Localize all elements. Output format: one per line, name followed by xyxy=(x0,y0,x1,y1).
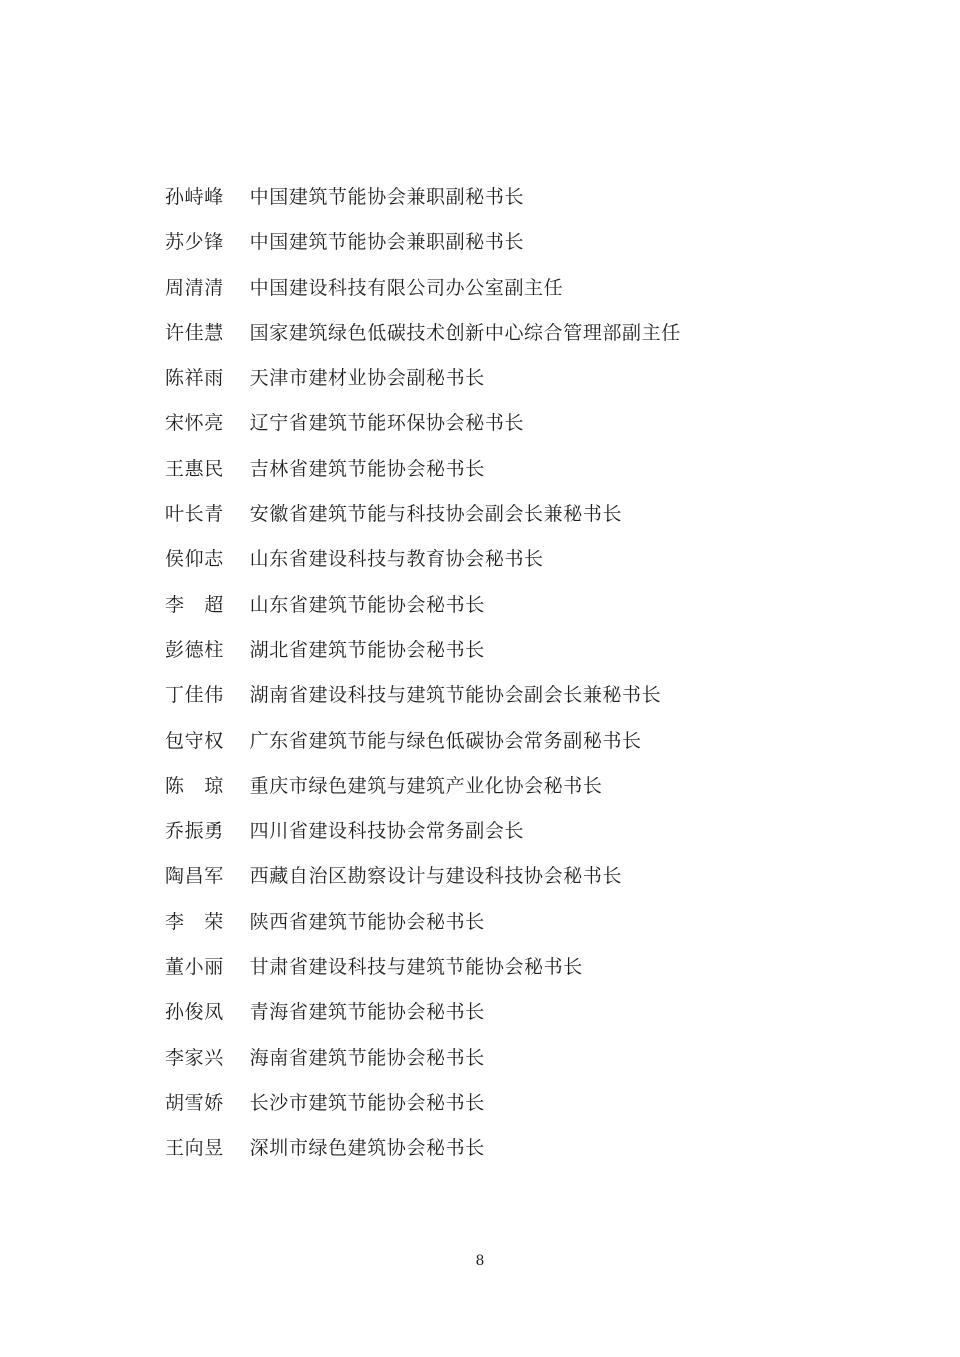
list-item xyxy=(165,900,681,945)
person-name: 丁佳伟 xyxy=(165,684,224,707)
person-name: 王惠民 xyxy=(165,457,224,480)
person-title: 陕西省建筑节能协会秘书长 xyxy=(249,910,485,933)
list-item xyxy=(165,356,681,401)
person-title: 广东省建筑节能与绿色低碳协会常务副秘书长 xyxy=(249,729,642,752)
list-item xyxy=(165,583,681,628)
person-name: 孙俊凤 xyxy=(165,1001,224,1024)
person-title: 长沙市建筑节能协会秘书长 xyxy=(249,1091,485,1114)
list-item xyxy=(165,673,681,718)
person-name: 许佳慧 xyxy=(165,321,224,344)
list-item xyxy=(165,220,681,265)
person-title: 辽宁省建筑节能环保协会秘书长 xyxy=(249,412,525,435)
list-item xyxy=(165,809,681,854)
list-item xyxy=(165,854,681,899)
person-title: 天津市建材业协会副秘书长 xyxy=(249,367,485,390)
list-item xyxy=(165,628,681,673)
person-title: 国家建筑绿色低碳技术创新中心综合管理部副主任 xyxy=(249,321,681,344)
list-item xyxy=(165,990,681,1035)
list-item xyxy=(165,1081,681,1126)
list-item xyxy=(165,492,681,537)
person-name: 乔振勇 xyxy=(165,820,224,843)
list-item xyxy=(165,401,681,446)
person-title: 湖北省建筑节能协会秘书长 xyxy=(249,638,485,661)
person-name: 李 荣 xyxy=(165,910,224,933)
person-name: 李 超 xyxy=(165,593,224,616)
list-item xyxy=(165,945,681,990)
person-title: 安徽省建筑节能与科技协会副会长兼秘书长 xyxy=(249,503,623,526)
page-number: 8 xyxy=(475,1253,485,1269)
list-item xyxy=(165,1126,681,1171)
list-item xyxy=(165,266,681,311)
list-item xyxy=(165,447,681,492)
person-name: 彭德柱 xyxy=(165,638,224,661)
roster-list xyxy=(165,175,681,1172)
person-title: 西藏自治区勘察设计与建设科技协会秘书长 xyxy=(249,865,623,888)
list-item xyxy=(165,1036,681,1081)
list-item xyxy=(165,311,681,356)
person-name: 侯仰志 xyxy=(165,548,224,571)
person-title: 吉林省建筑节能协会秘书长 xyxy=(249,457,485,480)
person-name: 胡雪娇 xyxy=(165,1091,224,1114)
person-title: 深圳市绿色建筑协会秘书长 xyxy=(249,1137,485,1160)
person-name: 周清清 xyxy=(165,276,224,299)
person-title: 中国建筑节能协会兼职副秘书长 xyxy=(249,186,525,208)
list-item xyxy=(165,175,681,220)
person-title: 山东省建筑节能协会秘书长 xyxy=(249,593,485,616)
person-title: 海南省建筑节能协会秘书长 xyxy=(249,1046,485,1069)
person-title: 青海省建筑节能协会秘书长 xyxy=(249,1001,485,1024)
person-title: 山东省建设科技与教育协会秘书长 xyxy=(249,548,544,571)
list-item xyxy=(165,537,681,582)
person-name: 叶长青 xyxy=(165,503,224,526)
person-title: 甘肃省建设科技与建筑节能协会秘书长 xyxy=(249,956,583,979)
person-title: 中国建设科技有限公司办公室副主任 xyxy=(249,276,564,299)
person-title: 湖南省建设科技与建筑节能协会副会长兼秘书长 xyxy=(249,684,662,707)
person-title: 四川省建设科技协会常务副会长 xyxy=(249,820,525,843)
person-name: 王向昱 xyxy=(165,1137,224,1160)
list-item xyxy=(165,719,681,764)
list-item xyxy=(165,764,681,809)
person-name: 苏少锋 xyxy=(165,231,224,254)
person-title: 中国建筑节能协会兼职副秘书长 xyxy=(249,231,525,254)
person-name: 包守权 xyxy=(165,729,224,752)
person-name: 李家兴 xyxy=(165,1046,224,1069)
person-name: 陈祥雨 xyxy=(165,367,224,390)
person-name: 孙峙峰 xyxy=(165,186,224,208)
person-name: 董小丽 xyxy=(165,956,224,979)
person-title: 重庆市绿色建筑与建筑产业化协会秘书长 xyxy=(249,774,603,797)
person-name: 宋怀亮 xyxy=(165,412,224,435)
person-name: 陶昌军 xyxy=(165,865,224,888)
person-name: 陈 琼 xyxy=(165,774,224,797)
